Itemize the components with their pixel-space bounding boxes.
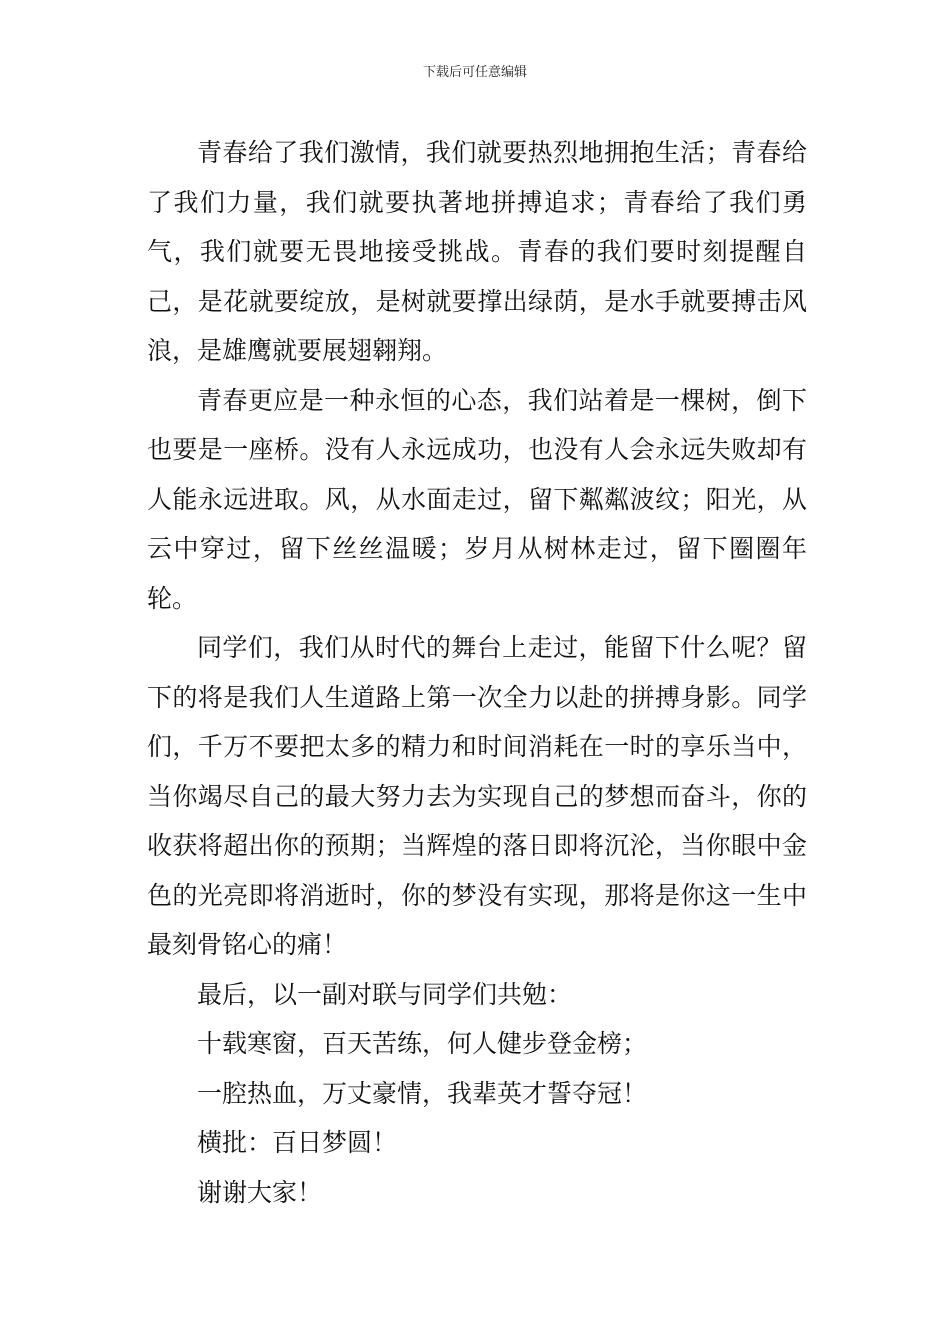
paragraph-youth-gifts: 青春给了我们激情，我们就要热烈地拥抱生活；青春给了我们力量，我们就要执著地拼搏追求；青春给了我们勇气，我们就要无畏地接受挑战。青春的我们要时刻提醒自己，是花就要绽放，是树就要撑出绿荫，是水手就要搏击风浪，是雄鹰就要展翅翱翔。 xyxy=(147,138,807,365)
paragraph-classmates: 同学们，我们从时代的舞台上走过，能留下什么呢？留下的将是我们人生道路上第一次全力以赴的拼搏身影。同学们，千万不要把太多的精力和时间消耗在一时的享乐当中，当你竭尽自己的最大努力去为实现自己的梦想而奋斗，你的收获将超出你的预期；当辉煌的落日即将沉沦，当你眼中金色的光亮即将消逝时，你的梦没有实现，那将是你这一生中最刻骨铭心的痛！ xyxy=(147,633,807,959)
page-header: 下载后可任意编辑 xyxy=(422,65,527,80)
couplet-horizontal-scroll: 横批：百日梦圆！ xyxy=(197,1128,398,1157)
couplet-second-line: 一腔热血，万丈豪情，我辈英才誓夺冠！ xyxy=(197,1078,648,1108)
document-body xyxy=(147,128,807,1217)
paragraph-couplet-intro: 最后，以一副对联与同学们共勉： xyxy=(197,979,573,1009)
closing-thanks: 谢谢大家！ xyxy=(197,1177,323,1207)
couplet-first-line: 十载寒窗，百天苦练，何人健步登金榜； xyxy=(197,1029,648,1058)
paragraph-eternal-mindset: 青春更应是一种永恒的心态，我们站着是一棵树，倒下也要是一座桥。没有人永远成功，也没有人会永远失败却有人能永远进取。风，从水面走过，留下粼粼波纹；阳光，从云中穿过，留下丝丝温暖；岁月从树林走过，留下圈圈年轮。 xyxy=(147,385,807,613)
